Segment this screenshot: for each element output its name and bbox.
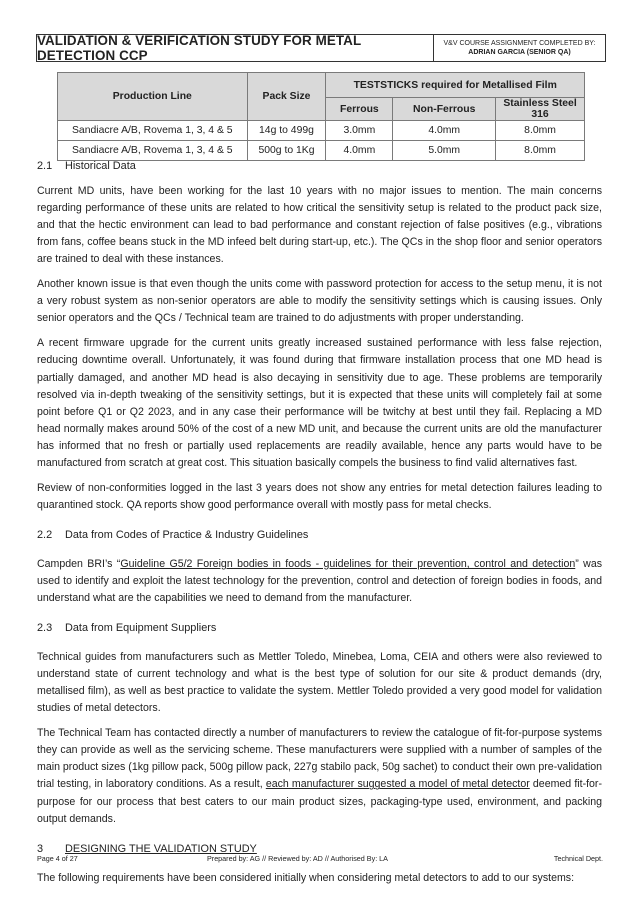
section-number: 2.3 (37, 622, 53, 635)
text-run: Campden BRI’s “ (37, 557, 121, 570)
section-title: DESIGNING THE VALIDATION STUDY (65, 842, 257, 855)
document-header (36, 34, 606, 62)
section-number: 2.1 (37, 160, 53, 172)
cell-non-ferrous: 4.0mm (393, 121, 496, 141)
cell-pack: 14g to 499g (247, 121, 326, 141)
underlined-text: each manufacturer suggested a model of metal detector (265, 778, 530, 791)
th-ferrous: Ferrous (326, 98, 393, 121)
section-heading-2-3 (37, 620, 602, 637)
cell-stainless: 8.0mm (496, 141, 585, 161)
text-run: ” was used to identify and exploit the latest technology for the prevention, control and detection of foreign bodies in foods, and understand what are the capabilities we need to demand from the manufacturer. (37, 557, 603, 605)
th-pack-size: Pack Size (247, 73, 326, 121)
table-row (58, 121, 585, 141)
paragraph: The following requirements have been considered initially when considering metal detectors to add to our systems: (37, 871, 575, 884)
page-footer (37, 854, 603, 863)
paragraph: Technical guides from manufacturers such as Mettler Toledo, Minebea, Loma, CEIA and others were also reviewed to understand state of current technology and what is the best type of solution for our site & product demands (dry, metallised film), as well as best practice to validate the system. Mettler Toledo provided a very good model for validation studies of metal detectors. (37, 651, 602, 715)
cell-ferrous: 4.0mm (326, 141, 393, 161)
text-run: The Technical Team has contacted directly a number of manufacturers to review the catalogue of fit-for-purpose systems they can provide as well as the servicing scheme. These manufacturers were supplied with a number of samples of the main product sizes (1kg pillow pack, 500g pillow pack, 227g stabilo pack, 50g sachet) to conduct their own pre-validation trial testing, in laboratory conditions. As a result, (37, 727, 602, 791)
cell-non-ferrous: 5.0mm (393, 141, 496, 161)
cell-ferrous: 3.0mm (326, 121, 393, 141)
section-heading-2-1 (37, 158, 602, 175)
paragraph (37, 725, 602, 827)
section-title: Data from Codes of Practice & Industry Guidelines (65, 528, 309, 541)
th-teststicks-group: TESTSTICKS required for Metallised Film (326, 73, 585, 98)
department: Technical Dept. (553, 854, 603, 863)
cell-pack: 500g to 1Kg (247, 141, 326, 161)
cell-line: Sandiacre A/B, Rovema 1, 3, 4 & 5 (58, 121, 248, 141)
assignment-meta-line1: V&V COURSE ASSIGNMENT COMPLETED BY: (443, 40, 596, 47)
assignment-meta-author: ADRIAN GARCIA (SENIOR QA) (468, 49, 571, 56)
guideline-link[interactable]: Guideline G5/2 Foreign bodies in foods - guidelines for their prevention, control and detection (120, 557, 576, 570)
th-non-ferrous: Non-Ferrous (393, 98, 496, 121)
assignment-meta (434, 35, 605, 61)
th-stainless-steel: Stainless Steel 316 (496, 98, 585, 121)
signoff-line: Prepared by: AG // Reviewed by: AD // Authorised By: LA (207, 854, 388, 863)
th-production-line: Production Line (58, 73, 248, 121)
page-number: Page 4 of 27 (37, 854, 78, 863)
document-body (37, 158, 602, 887)
document-title: VALIDATION & VERIFICATION STUDY FOR METAL DETECTION CCP (37, 35, 434, 61)
paragraph (37, 556, 602, 607)
text-run: deemed fit-for-purpose for our process that best caters to our main product sizes, packaging-type used, environment, and packing output demands. (37, 778, 602, 825)
section-heading-2-2 (37, 527, 602, 544)
paragraph: Review of non-conformities logged in the last 3 years does not show any entries for metal detection failures leading to quarantined stock. QA reports show good performance overall with mostly pass for metal checks. (37, 481, 602, 511)
teststick-table (57, 72, 585, 161)
paragraph: Current MD units, have been working for the last 10 years with no major issues to mention. The main concerns regarding performance of these units are related to how critical the sensitivity setup is related to the product pack size, and that the hectic environment can lead to bad performance and constant rejection of false positives (e.g., vibrations from fans, coffee beans stuck in the MD infeed belt during start-up, etc.). The QCs in the shop floor and senior operators are trained to deal with these instances. (37, 185, 602, 266)
section-number: 3 (37, 842, 44, 855)
cell-stainless: 8.0mm (496, 121, 585, 141)
section-number: 2.2 (37, 528, 53, 541)
paragraph: A recent firmware upgrade for the current units greatly increased sustained performance with less false rejection, reducing downtime overall. Unfortunately, it was found during that firmware installation process that one MD head is partially damaged, and another MD head is also decaying in sensitivity due to age. These problems are temporarily resolved via in-depth tweaking of the sensitivity settings, but it is expected that these units will completely fail at some point before Q1 or Q2 2023, and in any case their performance will be twitchy at best until they fail. Replacing a MD head normally makes around 50% of the cost of a new MD unit, and because the current units are old the manufacturer has informed that no fresh or partially used replacements are readily available, hence any parts would have to be manufactured from scratch at great cost. This situation basically compels the business to find valid alternatives fast. (37, 337, 602, 469)
paragraph: Another known issue is that even though the units come with password protection for access to the setup menu, it is not a very robust system as non-senior operators are able to modify the sensitivity settings which is causing issues. Only senior operators and the QCs / Technical team are trained to do adjustments with proper understanding. (37, 278, 602, 325)
section-title: Historical Data (65, 160, 136, 172)
cell-line: Sandiacre A/B, Rovema 1, 3, 4 & 5 (58, 141, 248, 161)
section-title: Data from Equipment Suppliers (65, 622, 217, 635)
